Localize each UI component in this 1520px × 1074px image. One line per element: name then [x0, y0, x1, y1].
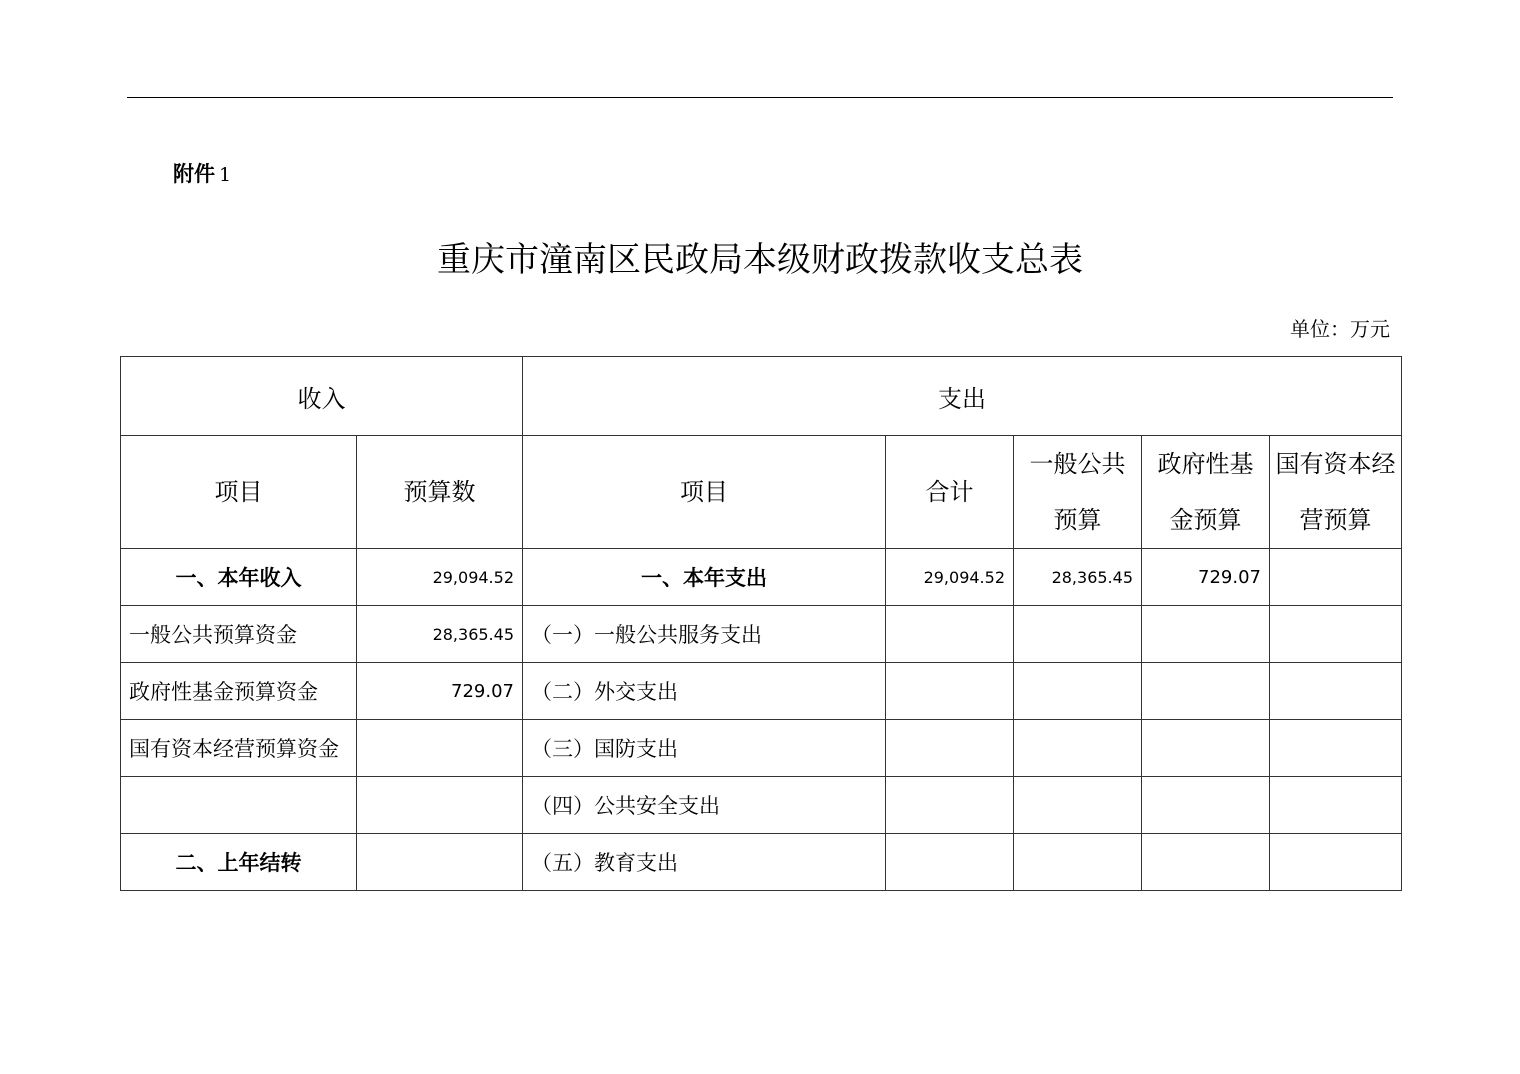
state-capital-cell	[1270, 777, 1402, 834]
table-header-row-1	[121, 357, 1402, 436]
attachment-label	[173, 160, 231, 189]
total-cell	[886, 606, 1014, 663]
general-budget-cell: 28,365.45	[1014, 549, 1142, 606]
expense-item-cell: （二）外交支出	[523, 663, 886, 720]
expense-item-cell: （五）教育支出	[523, 834, 886, 891]
general-budget-cell	[1014, 834, 1142, 891]
gov-fund-cell	[1142, 606, 1270, 663]
document-title: 重庆市潼南区民政局本级财政拨款收支总表	[437, 240, 1083, 280]
expense-item-cell: （三）国防支出	[523, 720, 886, 777]
gov-fund-cell	[1142, 663, 1270, 720]
attachment-number: 1	[219, 164, 232, 186]
state-capital-cell	[1270, 663, 1402, 720]
state-capital-cell	[1270, 834, 1402, 891]
table-row	[121, 663, 1402, 720]
table-header-row-2	[121, 436, 1402, 549]
expense-item-cell: （四）公共安全支出	[523, 777, 886, 834]
income-header: 收入	[121, 357, 523, 436]
general-budget-cell	[1014, 606, 1142, 663]
col-total: 合计	[886, 436, 1014, 549]
income-item-cell: 政府性基金预算资金	[121, 663, 357, 720]
table-row	[121, 834, 1402, 891]
expense-header: 支出	[523, 357, 1402, 436]
table-row	[121, 549, 1402, 606]
total-cell	[886, 663, 1014, 720]
income-budget-cell: 28,365.45	[357, 606, 523, 663]
income-item-cell: 一般公共预算资金	[121, 606, 357, 663]
state-capital-cell	[1270, 606, 1402, 663]
table-row	[121, 720, 1402, 777]
unit-label: 单位：万元	[1290, 317, 1390, 341]
income-budget-cell	[357, 720, 523, 777]
state-capital-cell	[1270, 549, 1402, 606]
income-item-cell: 一、本年收入	[121, 549, 357, 606]
total-cell	[886, 720, 1014, 777]
col-general-budget: 一般公共预算	[1014, 436, 1142, 549]
col-income-budget: 预算数	[357, 436, 523, 549]
income-budget-cell: 729.07	[357, 663, 523, 720]
total-cell	[886, 777, 1014, 834]
general-budget-cell	[1014, 720, 1142, 777]
expense-item-cell: （一）一般公共服务支出	[523, 606, 886, 663]
general-budget-cell	[1014, 663, 1142, 720]
col-state-capital-budget: 国有资本经营预算	[1270, 436, 1402, 549]
gov-fund-cell	[1142, 834, 1270, 891]
col-expense-item: 项目	[523, 436, 886, 549]
expense-item-cell: 一、本年支出	[523, 549, 886, 606]
income-item-cell: 国有资本经营预算资金	[121, 720, 357, 777]
col-gov-fund-budget: 政府性基金预算	[1142, 436, 1270, 549]
income-budget-cell	[357, 834, 523, 891]
header-rule	[127, 97, 1393, 98]
income-item-cell: 二、上年结转	[121, 834, 357, 891]
table-row	[121, 606, 1402, 663]
income-budget-cell: 29,094.52	[357, 549, 523, 606]
table-row	[121, 777, 1402, 834]
total-cell: 29,094.52	[886, 549, 1014, 606]
general-budget-cell	[1014, 777, 1142, 834]
income-budget-cell	[357, 777, 523, 834]
total-cell	[886, 834, 1014, 891]
budget-table	[120, 356, 1402, 891]
gov-fund-cell	[1142, 720, 1270, 777]
state-capital-cell	[1270, 720, 1402, 777]
attachment-text: 附件	[173, 162, 215, 186]
income-item-cell	[121, 777, 357, 834]
gov-fund-cell: 729.07	[1142, 549, 1270, 606]
gov-fund-cell	[1142, 777, 1270, 834]
col-income-item: 项目	[121, 436, 357, 549]
